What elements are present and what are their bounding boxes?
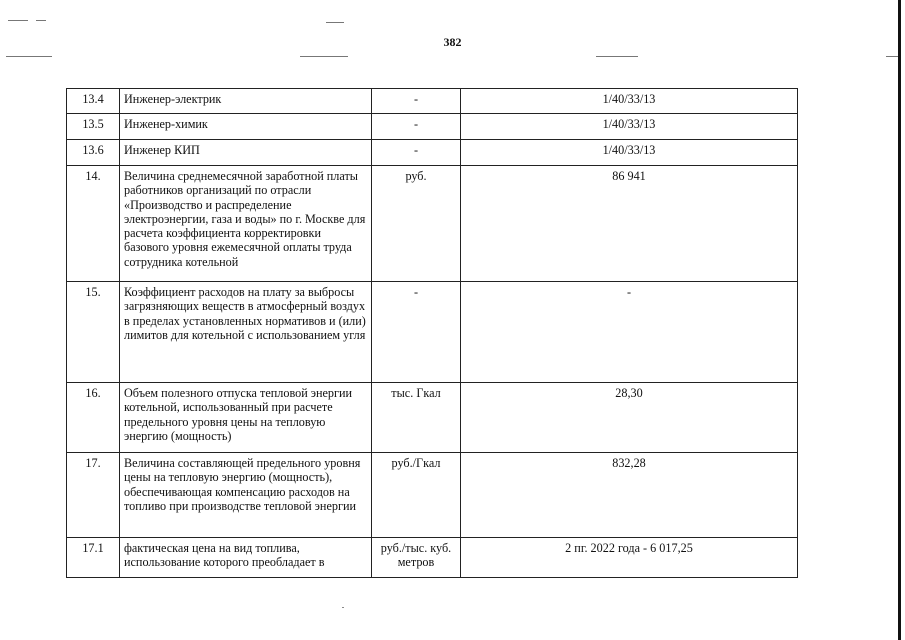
row-unit: -	[372, 114, 461, 140]
row-unit: -	[372, 89, 461, 114]
row-value: 832,28	[461, 453, 798, 538]
row-number: 17.1	[67, 538, 120, 578]
row-value: 1/40/33/13	[461, 140, 798, 166]
row-number: 15.	[67, 282, 120, 383]
row-unit: руб./Гкал	[372, 453, 461, 538]
row-unit: руб./тыс. куб. метров	[372, 538, 461, 578]
table-row	[67, 282, 798, 383]
row-value: 1/40/33/13	[461, 114, 798, 140]
row-unit: руб.	[372, 166, 461, 282]
table-row	[67, 89, 798, 114]
table-row	[67, 114, 798, 140]
row-name: фактическая цена на вид топлива, использование которого преобладает в	[120, 538, 372, 578]
row-number: 13.6	[67, 140, 120, 166]
page-edge-line	[898, 0, 901, 640]
row-unit: тыс. Гкал	[372, 383, 461, 453]
row-name: Величина среднемесячной заработной платы работников организаций по отрасли «Производство и распределение электроэнергии, газа и воды» по г. Москве для расчета коэффициента корректировки базового уровня ежемесячной оплаты труда сотрудника котельной	[120, 166, 372, 282]
table-row	[67, 538, 798, 578]
table-row	[67, 140, 798, 166]
row-number: 13.4	[67, 89, 120, 114]
row-name: Инженер КИП	[120, 140, 372, 166]
row-value: 86 941	[461, 166, 798, 282]
row-value: 28,30	[461, 383, 798, 453]
row-name: Величина составляющей предельного уровня цены на тепловую энергию (мощность), обеспечивающая компенсацию расходов на топливо при производстве тепловой энергии	[120, 453, 372, 538]
row-unit: -	[372, 282, 461, 383]
row-number: 17.	[67, 453, 120, 538]
row-name: Инженер-электрик	[120, 89, 372, 114]
page-number: 382	[443, 35, 462, 49]
table-row	[67, 453, 798, 538]
table-row	[67, 383, 798, 453]
row-name: Объем полезного отпуска тепловой энергии котельной, использованный при расчете предельного уровня цены на тепловую энергию (мощность)	[120, 383, 372, 453]
row-number: 14.	[67, 166, 120, 282]
row-value: 2 пг. 2022 года - 6 017,25	[461, 538, 798, 578]
row-value: 1/40/33/13	[461, 89, 798, 114]
data-table	[66, 88, 798, 578]
row-value: -	[461, 282, 798, 383]
row-name: Коэффициент расходов на плату за выбросы загрязняющих веществ в атмосферный воздух в пределах установленных нормативов и (или) лимитов для котельной с использованием угля	[120, 282, 372, 383]
row-number: 16.	[67, 383, 120, 453]
row-unit: -	[372, 140, 461, 166]
table-row	[67, 166, 798, 282]
row-name: Инженер-химик	[120, 114, 372, 140]
scan-speck	[342, 607, 344, 608]
row-number: 13.5	[67, 114, 120, 140]
